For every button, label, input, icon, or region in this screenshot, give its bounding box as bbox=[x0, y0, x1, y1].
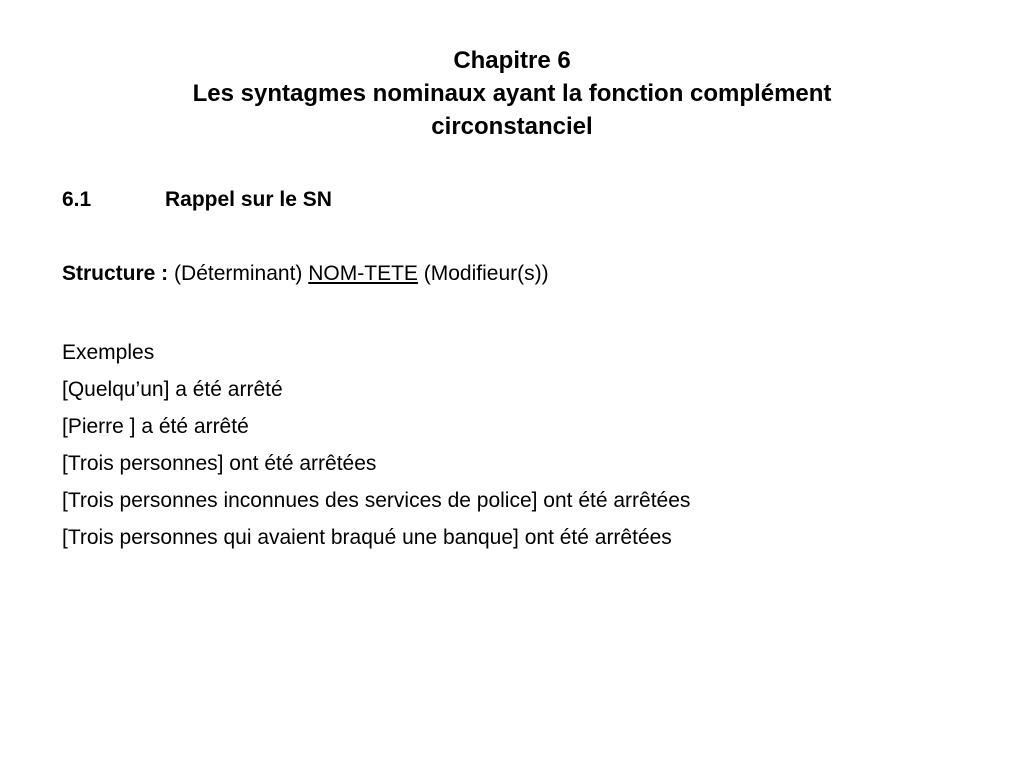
example-item: [Trois personnes qui avaient braqué une banque] ont été arrêtées bbox=[62, 526, 672, 549]
section-title: Rappel sur le SN bbox=[165, 188, 332, 211]
chapter-label: Chapitre 6 bbox=[453, 47, 571, 74]
structure-head-noun: NOM-TETE bbox=[308, 262, 418, 285]
example-item: [Pierre ] a été arrêté bbox=[62, 415, 249, 438]
section-number: 6.1 bbox=[62, 188, 92, 211]
examples-list bbox=[62, 334, 690, 556]
example-item: [Trois personnes] ont été arrêtées bbox=[62, 452, 377, 475]
structure-definition bbox=[62, 260, 549, 288]
chapter-title-line-2: circonstanciel bbox=[431, 113, 593, 140]
example-item: [Trois personnes inconnues des services de police] ont été arrêtées bbox=[62, 489, 691, 512]
structure-label: Structure : bbox=[62, 262, 169, 285]
section-heading bbox=[62, 186, 332, 214]
structure-modifiers: (Modifieur(s)) bbox=[423, 262, 549, 285]
examples-heading: Exemples bbox=[62, 341, 155, 364]
slide-title bbox=[0, 44, 1024, 143]
example-item: [Quelqu’un] a été arrêté bbox=[62, 378, 283, 401]
structure-determinant: (Déterminant) bbox=[174, 262, 303, 285]
chapter-title-line-1: Les syntagmes nominaux ayant la fonction complément bbox=[192, 80, 832, 107]
